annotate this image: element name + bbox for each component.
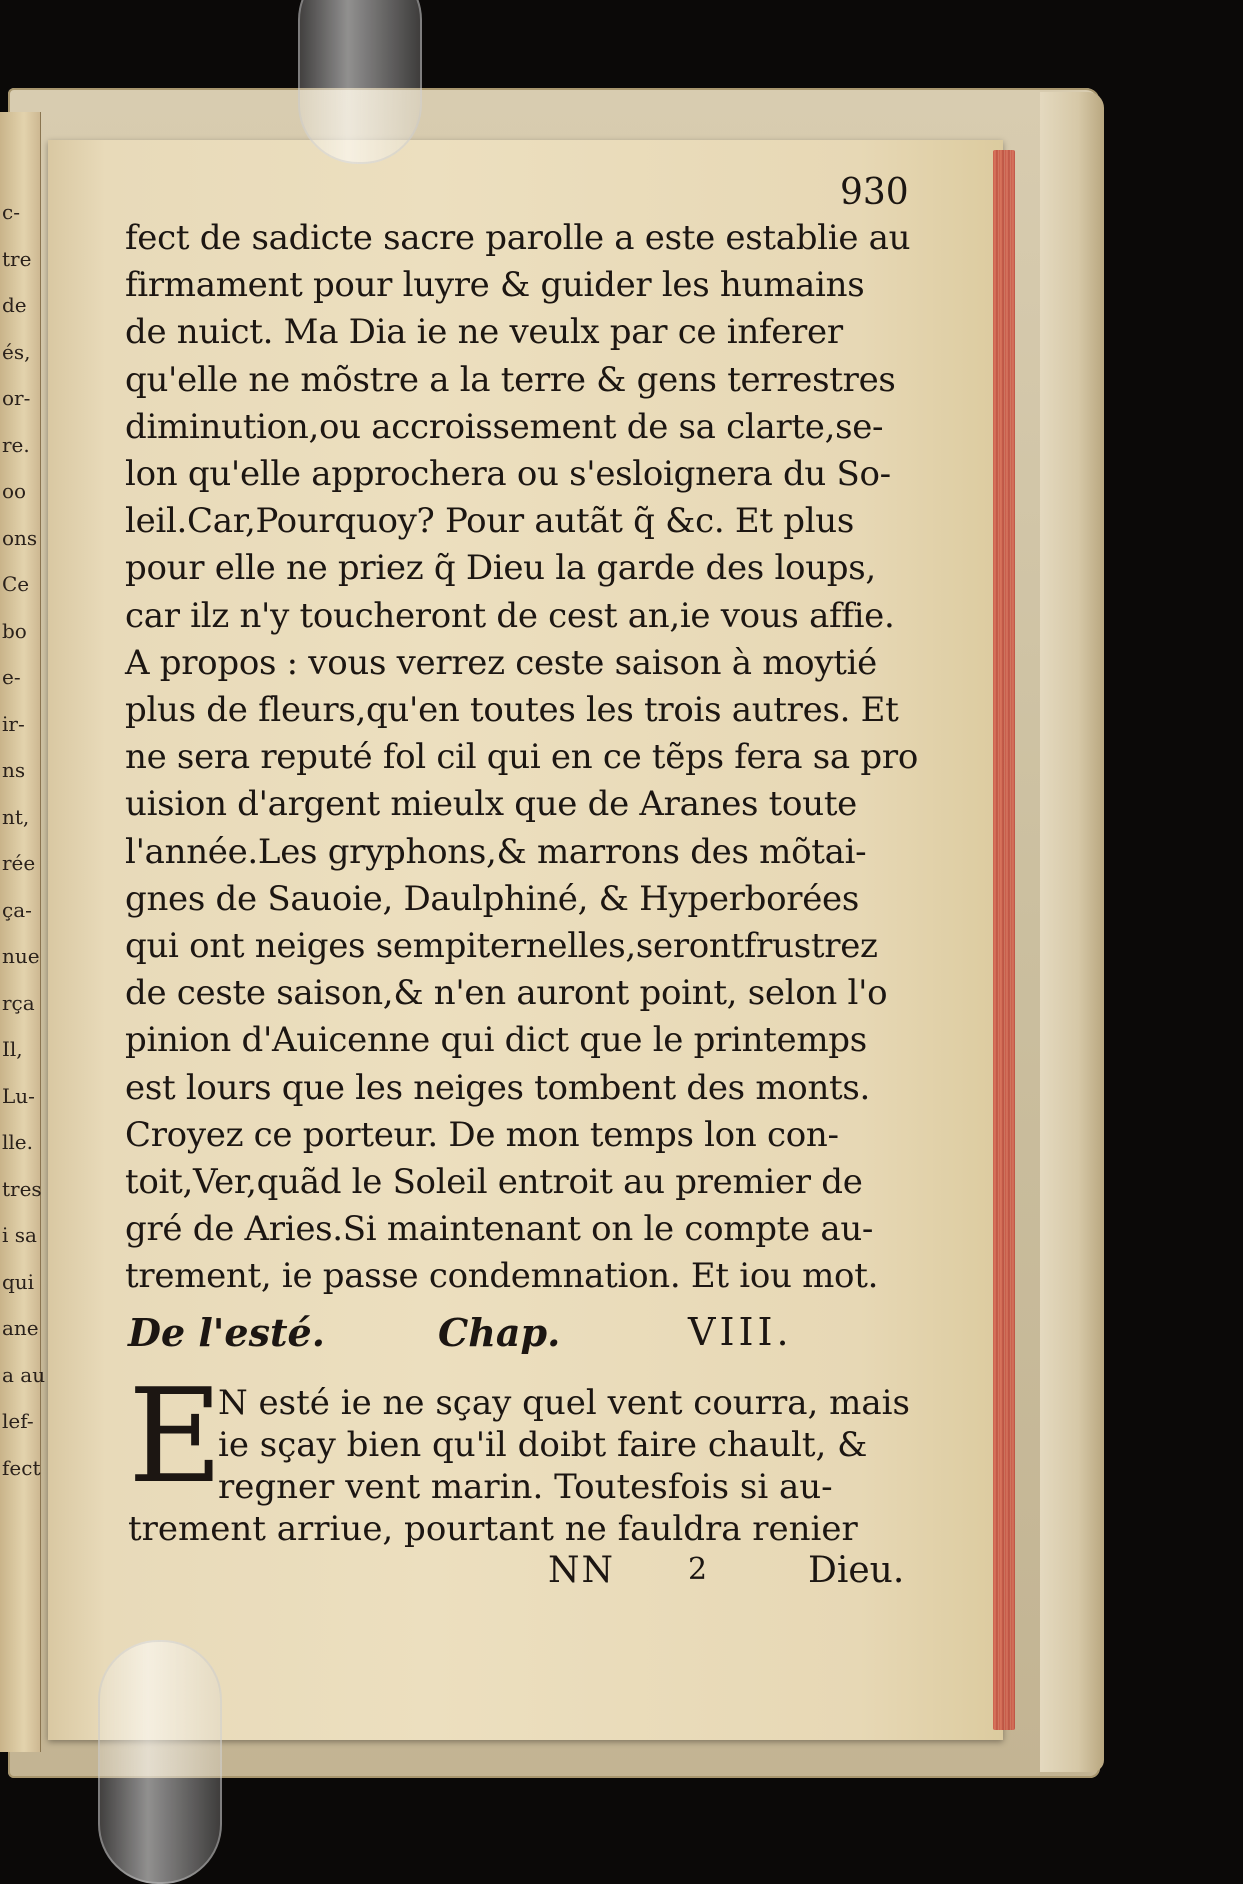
text-line: est lours que les neiges tombent des monts. [125, 1067, 871, 1108]
text-line: pinion d'Auicenne qui dict que le printemps [125, 1020, 867, 1061]
text-line: firmament pour luyre & guider les humains [125, 265, 865, 306]
text-line: A propos : vous verrez ceste saison à moytié [125, 642, 877, 683]
red-page-edge [993, 150, 1015, 1730]
text-line: leil.Car,Pourquoy? Pour autãt q̃ &c. Et plus [125, 501, 855, 542]
vellum-cover-flap [1040, 92, 1104, 1772]
text-line: l'année.Les gryphons,& marrons des mõtai- [125, 831, 867, 872]
left-page-fragment-text: a au [2, 1362, 46, 1387]
left-page-fragment-text: Il, [2, 1037, 23, 1061]
left-page-fragment-text: ir- [2, 711, 25, 736]
left-page-fragment-text: c- [2, 200, 20, 224]
signature-leaf: 2 [688, 1552, 708, 1587]
text-line: toit,Ver,quãd le Soleil entroit au premier de [125, 1162, 863, 1202]
text-line: qu'elle ne mõstre a la terre & gens terrestres [125, 359, 896, 400]
left-page-fragment-text: tres [2, 1176, 42, 1201]
chapter-number: VIII. [688, 1310, 793, 1354]
text-line: qui ont neiges sempiternelles,serontfrustrez [125, 926, 878, 966]
left-page-fragment-text: lle. [2, 1130, 33, 1154]
left-page-fragment-text: e- [2, 665, 21, 689]
page-number: 930 [840, 172, 909, 213]
left-page-fragment-text: re. [2, 432, 30, 457]
left-page-fragment-text: de [2, 293, 27, 317]
chapter-text-line: trement arriue, pourtant ne fauldra renier [128, 1509, 858, 1549]
text-line: fect de sadicte sacre parolle a este establie au [125, 218, 911, 258]
left-page-fragment-text: oo [2, 479, 27, 503]
text-line: trement, ie passe condemnation. Et iou mot. [125, 1256, 879, 1297]
left-page-fragment-text: bo [2, 618, 27, 643]
left-page-fragment-text: Ce [2, 572, 30, 596]
left-page-fragment-text: ça- [2, 897, 32, 922]
left-page-fragment-text: ons [2, 525, 38, 550]
chapter-text-line: ie sçay bien qu'il doibt faire chault, & [218, 1425, 868, 1465]
left-page-fragment-text: rée [2, 851, 36, 875]
text-line: plus de fleurs,qu'en toutes les trois autres. Et [125, 690, 899, 730]
text-line: Croyez ce porteur. De mon temps lon con- [125, 1114, 839, 1155]
catchword: Dieu. [808, 1550, 905, 1591]
left-page-fragment-text: rça [2, 990, 35, 1015]
text-line: de nuict. Ma Dia ie ne veulx par ce inferer [125, 312, 843, 353]
text-line: lon qu'elle approchera ou s'esloignera du So- [125, 454, 891, 494]
text-line: gré de Aries.Si maintenant on le compte au- [125, 1209, 874, 1250]
left-page-fragment-text: tre [2, 246, 32, 271]
signature-mark: NN [548, 1550, 615, 1591]
left-page-fragment-text: nt, [2, 804, 30, 829]
chapter-text-line: N esté ie ne sçay quel vent courra, mais [218, 1383, 910, 1423]
left-page-fragment-text: i sa [2, 1223, 37, 1247]
left-page-fragment-text: or- [2, 386, 31, 410]
left-page-fragment-text: nue [2, 944, 40, 968]
text-line: gnes de Sauoie, Daulphiné, & Hyperborées [125, 878, 859, 919]
chapter-heading [128, 1310, 888, 1360]
clear-clip-bottom [98, 1640, 222, 1884]
left-page-fragment [0, 112, 46, 1752]
text-line: uision d'argent mieulx que de Aranes toute [125, 784, 857, 825]
text-line: ne sera reputé fol cil qui en ce tẽps fera sa pro [125, 737, 918, 778]
clear-clip-top [298, 0, 422, 164]
left-page-fragment-text: ns [2, 758, 26, 782]
chapter-label: Chap. [438, 1310, 561, 1355]
text-line: de ceste saison,& n'en auront point, selon l'o [125, 973, 888, 1014]
left-page-fragment-text: Lu- [2, 1083, 35, 1108]
chapter-title: De l'esté. [128, 1310, 325, 1355]
left-page-fragment-text: lef- [2, 1409, 34, 1433]
left-page-fragment-text: qui [2, 1269, 35, 1294]
text-line: pour elle ne priez q̃ Dieu la garde des loups, [125, 548, 876, 589]
left-page-fragment-text: és, [2, 339, 31, 364]
left-page-fragment-text: ane [2, 1316, 39, 1340]
text-line: car ilz n'y toucheront de cest an,ie vous affie. [125, 595, 895, 636]
page-footer [128, 1550, 918, 1594]
text-line: diminution,ou accroissement de sa clarte,se- [125, 406, 884, 447]
drop-capital: E [128, 1360, 223, 1512]
chapter-text-line: regner vent marin. Toutesfois si au- [218, 1467, 833, 1507]
left-page-fragment-text: fect [2, 1455, 41, 1480]
